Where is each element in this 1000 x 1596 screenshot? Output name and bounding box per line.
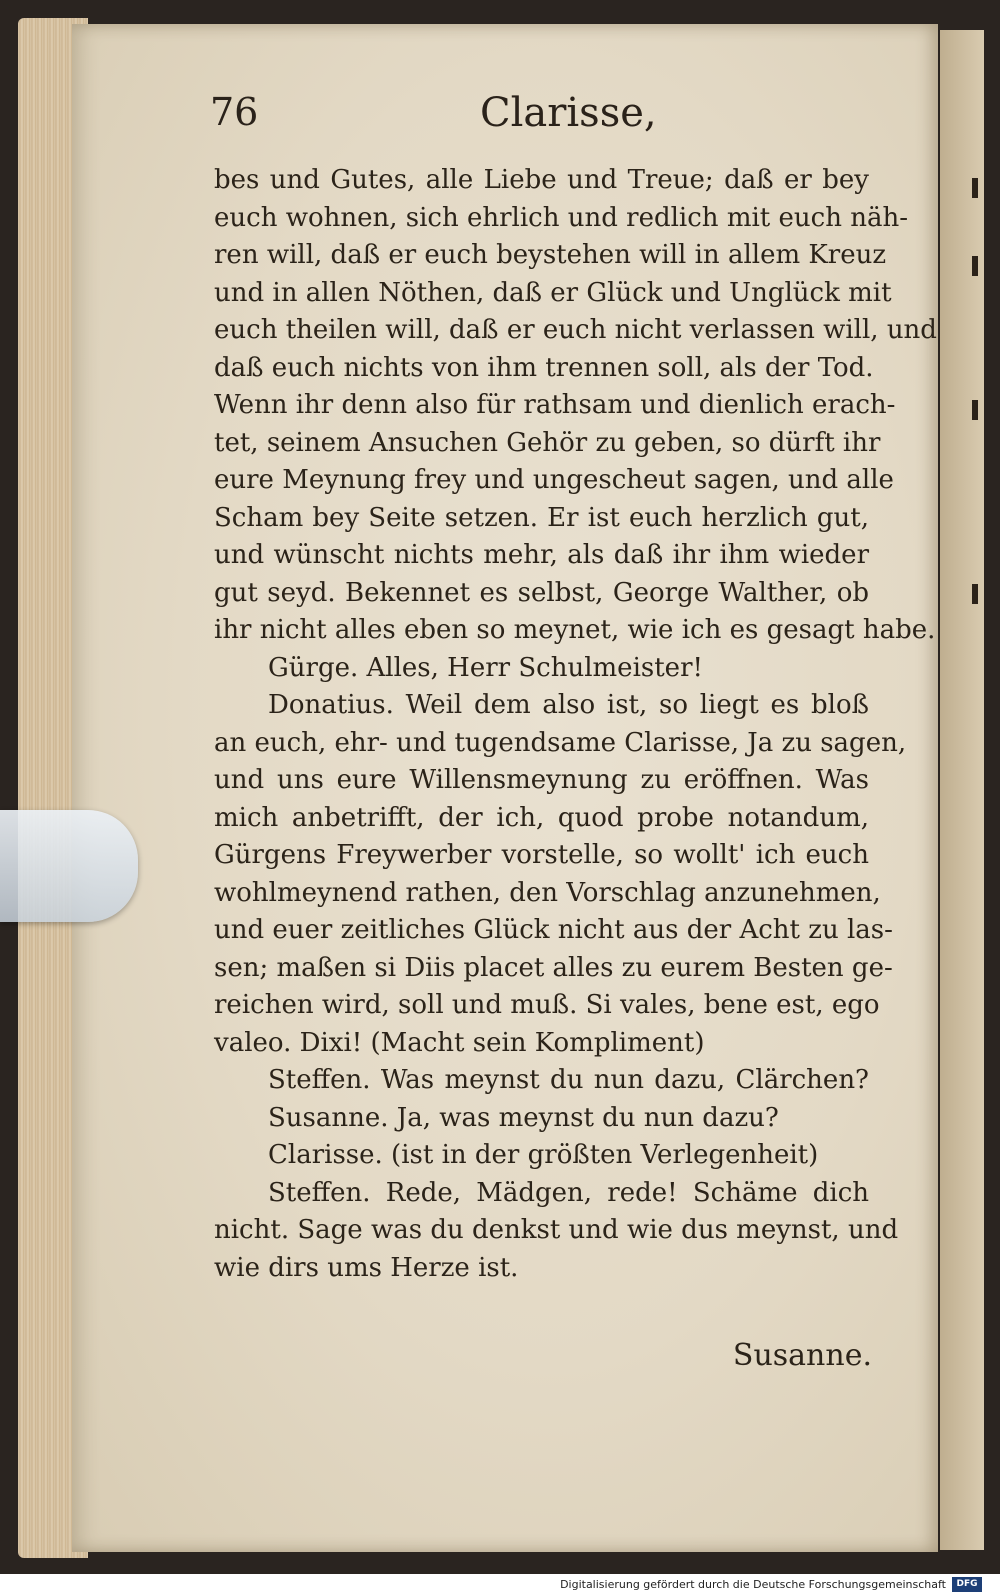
speech-line: Susanne. Ja, was meynst du nun dazu? — [268, 1102, 779, 1133]
text-line: sen; maßen si Diis placet alles zu eurem Besten ge- — [214, 952, 893, 983]
footer-bar — [0, 1574, 1000, 1596]
text-line: Scham bey Seite setzen. Er ist euch herzlich gut, — [214, 502, 869, 533]
text-line: und in allen Nöthen, daß er Glück und Unglück mit — [214, 277, 892, 308]
text-line: ihr nicht alles eben so meynet, wie ich es gesagt habe. — [214, 615, 936, 645]
running-title: Clarisse, — [480, 90, 657, 136]
text-line: und wünscht nichts mehr, als daß ihr ihm wieder — [214, 540, 869, 570]
text-line: wie dirs ums Herze ist. — [214, 1252, 519, 1283]
footer-credit: Digitalisierung gefördert durch die Deutsche Forschungsgemeinschaft — [560, 1578, 946, 1591]
text-line: valeo. Dixi! (Macht sein Kompliment) — [214, 1027, 705, 1058]
speech-line: Steffen. Rede, Mädgen, rede! Schäme dich — [268, 1177, 869, 1208]
speech-line: Steffen. Was meynst du nun dazu, Clärchen? — [268, 1065, 869, 1095]
text-line: euch theilen will, daß er euch nicht verlassen will, und — [214, 315, 937, 345]
text-line: reichen wird, soll und muß. Si vales, bene est, ego — [214, 990, 880, 1020]
page-number: 76 — [210, 90, 259, 134]
text-line: Wenn ihr denn also für rathsam und dienlich erach- — [214, 390, 896, 420]
text-line: und euer zeitliches Glück nicht aus der Acht zu las- — [214, 915, 893, 945]
text-line: und uns eure Willensmeynung zu eröffnen. Was — [214, 765, 869, 795]
text-line: eure Meynung frey und ungescheut sagen, und alle — [214, 465, 894, 495]
text-line: wohlmeynend rathen, den Vorschlag anzunehmen, — [214, 877, 881, 908]
speech-line: Clarisse. (ist in der größten Verlegenheit) — [268, 1140, 819, 1170]
text-line: euch wohnen, sich ehrlich und redlich mit euch näh- — [214, 202, 908, 233]
speech-line: Gürge. Alles, Herr Schulmeister! — [268, 652, 703, 683]
text-line: mich anbetrifft, der ich, quod probe notandum, — [214, 802, 869, 833]
text-line: gut seyd. Bekennet es selbst, George Walther, ob — [214, 577, 869, 608]
text-line: tet, seinem Ansuchen Gehör zu geben, so dürft ihr — [214, 427, 881, 458]
text-line: an euch, ehr- und tugendsame Clarisse, Ja zu sagen, — [214, 727, 907, 758]
catchword: Susanne. — [732, 1338, 872, 1373]
text-line: nicht. Sage was du denkst und wie dus meynst, und — [214, 1215, 899, 1245]
text-line: bes und Gutes, alle Liebe und Treue; daß er bey — [214, 165, 869, 195]
speech-line: Donatius. Weil dem also ist, so liegt es bloß — [268, 690, 869, 720]
text-line: Gürgens Freywerber vorstelle, so wollt' ich euch — [214, 840, 869, 870]
page-clip — [0, 810, 138, 922]
body-text — [214, 162, 937, 1287]
running-head — [210, 90, 870, 140]
dfg-logo: DFG — [952, 1577, 982, 1592]
text-line: daß euch nichts von ihm trennen soll, als der Tod. — [214, 352, 874, 383]
text-line: ren will, daß er euch beystehen will in allem Kreuz — [214, 240, 887, 270]
